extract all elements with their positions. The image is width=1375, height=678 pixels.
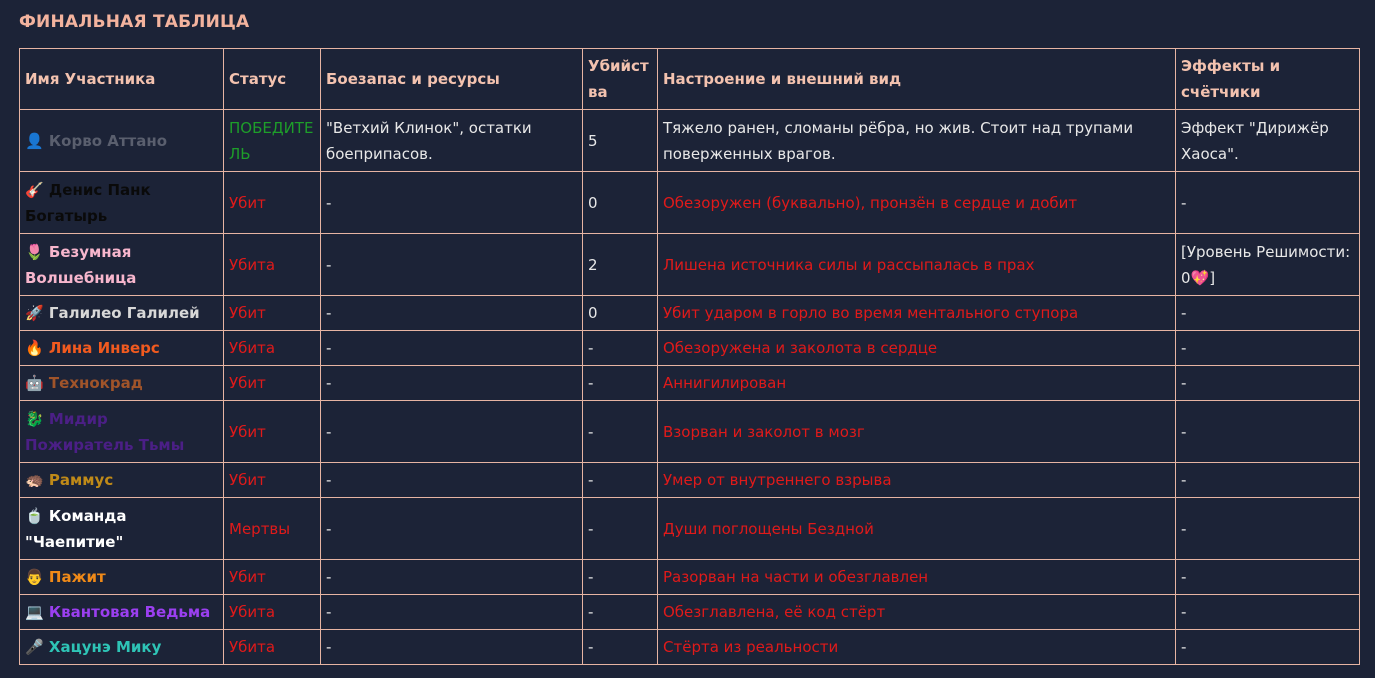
participant-name-cell [20, 366, 224, 401]
effects-cell: Эффект "Дирижёр Хаоса". [1176, 110, 1360, 172]
participant-name-cell [20, 234, 224, 296]
effects-cell: - [1176, 560, 1360, 595]
kills-cell: 0 [583, 172, 658, 234]
ammo-cell: - [321, 296, 583, 331]
mood-cell: Тяжело ранен, сломаны рёбра, но жив. Стоит над трупами поверженных врагов. [658, 110, 1176, 172]
header-name: Имя Участника [20, 49, 224, 110]
participant-name-cell [20, 560, 224, 595]
header-effects: Эффекты и счётчики [1176, 49, 1360, 110]
status-cell: Убит [224, 463, 321, 498]
table-row [20, 595, 1360, 630]
ammo-cell: - [321, 401, 583, 463]
kills-cell: 2 [583, 234, 658, 296]
mood-cell: Души поглощены Бездной [658, 498, 1176, 560]
kills-cell: - [583, 331, 658, 366]
participant-name-cell [20, 331, 224, 366]
participant-emoji-icon: 🔥 [25, 339, 44, 357]
kills-cell: 5 [583, 110, 658, 172]
participant-name-cell [20, 498, 224, 560]
participant-name: Мидир Пожиратель Тьмы [25, 409, 185, 454]
participant-emoji-icon: 🌷 [25, 242, 44, 261]
participant-emoji-icon: 🐉 [25, 409, 44, 428]
effects-cell: - [1176, 463, 1360, 498]
header-row [20, 49, 1360, 110]
ammo-cell: - [321, 498, 583, 560]
ammo-cell: - [321, 595, 583, 630]
kills-cell: - [583, 595, 658, 630]
status-cell: Убит [224, 366, 321, 401]
header-mood: Настроение и внешний вид [658, 49, 1176, 110]
participant-emoji-icon: 🎤 [25, 638, 44, 656]
mood-cell: Стёрта из реальности [658, 630, 1176, 665]
participant-name-cell [20, 595, 224, 630]
status-cell: Убит [224, 172, 321, 234]
participant-name: Технокрад [48, 374, 143, 392]
mood-cell: Умер от внутреннего взрыва [658, 463, 1176, 498]
participant-name-cell [20, 172, 224, 234]
mood-cell: Лишена источника силы и рассыпалась в прах [658, 234, 1176, 296]
effects-cell: - [1176, 296, 1360, 331]
participant-name: Квантовая Ведьма [48, 603, 211, 621]
participant-emoji-icon: 👤 [25, 131, 44, 150]
kills-cell: 0 [583, 296, 658, 331]
participant-name: Галилео Галилей [48, 304, 200, 322]
status-cell: Убит [224, 401, 321, 463]
participant-name: Корво Аттано [48, 131, 168, 150]
participant-emoji-icon: 🍵 [25, 506, 44, 525]
participant-emoji-icon: 🎸 [25, 180, 44, 199]
table-row [20, 630, 1360, 665]
effects-cell: - [1176, 366, 1360, 401]
kills-cell: - [583, 630, 658, 665]
ammo-cell: - [321, 331, 583, 366]
status-cell: ПОБЕДИТЕЛЬ [224, 110, 321, 172]
participant-emoji-icon: 🚀 [25, 304, 44, 322]
mood-cell: Убит ударом в горло во время ментального ступора [658, 296, 1176, 331]
table-row [20, 172, 1360, 234]
ammo-cell: - [321, 172, 583, 234]
ammo-cell: - [321, 463, 583, 498]
table-row [20, 331, 1360, 366]
status-cell: Убит [224, 560, 321, 595]
effects-cell: - [1176, 401, 1360, 463]
table-row [20, 498, 1360, 560]
participant-emoji-icon: 🤖 [25, 374, 44, 392]
effects-cell: [Уровень Решимости: 0💖] [1176, 234, 1360, 296]
table-row [20, 560, 1360, 595]
participant-emoji-icon: 👨 [25, 568, 44, 586]
participant-name-cell [20, 401, 224, 463]
table-row [20, 110, 1360, 172]
effects-cell: - [1176, 172, 1360, 234]
header-ammo: Боезапас и ресурсы [321, 49, 583, 110]
table-row [20, 463, 1360, 498]
header-kills: Убийства [583, 49, 658, 110]
page-title: ФИНАЛЬНАЯ ТАБЛИЦА [19, 12, 250, 32]
participant-name: Пажит [48, 568, 106, 586]
table-row [20, 401, 1360, 463]
participant-emoji-icon: 🦔 [25, 471, 44, 489]
status-cell: Убит [224, 296, 321, 331]
mood-cell: Обезоружена и заколота в сердце [658, 331, 1176, 366]
table-row [20, 234, 1360, 296]
participant-name: Хацунэ Мику [48, 638, 162, 656]
mood-cell: Обезоружен (буквально), пронзён в сердце и добит [658, 172, 1176, 234]
mood-cell: Обезглавлена, её код стёрт [658, 595, 1176, 630]
kills-cell: - [583, 366, 658, 401]
status-cell: Убита [224, 595, 321, 630]
effects-cell: - [1176, 595, 1360, 630]
participant-name-cell [20, 110, 224, 172]
mood-cell: Разорван на части и обезглавлен [658, 560, 1176, 595]
participant-emoji-icon: 💻 [25, 603, 44, 621]
participant-name: Лина Инверс [48, 339, 160, 357]
kills-cell: - [583, 560, 658, 595]
participant-name-cell [20, 296, 224, 331]
participant-name: Денис Панк Богатырь [25, 180, 151, 225]
ammo-cell: - [321, 234, 583, 296]
participant-name: Команда "Чаепитие" [25, 506, 127, 551]
table-row [20, 366, 1360, 401]
effects-cell: - [1176, 630, 1360, 665]
ammo-cell: "Ветхий Клинок", остатки боеприпасов. [321, 110, 583, 172]
mood-cell: Взорван и заколот в мозг [658, 401, 1176, 463]
ammo-cell: - [321, 630, 583, 665]
table-row [20, 296, 1360, 331]
header-status: Статус [224, 49, 321, 110]
ammo-cell: - [321, 366, 583, 401]
effects-cell: - [1176, 331, 1360, 366]
kills-cell: - [583, 401, 658, 463]
status-cell: Убита [224, 234, 321, 296]
status-cell: Убита [224, 630, 321, 665]
effects-cell: - [1176, 498, 1360, 560]
participant-name-cell [20, 463, 224, 498]
participant-name: Безумная Волшебница [25, 242, 137, 287]
status-cell: Мертвы [224, 498, 321, 560]
participant-name-cell [20, 630, 224, 665]
ammo-cell: - [321, 560, 583, 595]
mood-cell: Аннигилирован [658, 366, 1176, 401]
kills-cell: - [583, 498, 658, 560]
participant-name: Раммус [48, 471, 114, 489]
final-table [19, 48, 1360, 665]
status-cell: Убита [224, 331, 321, 366]
kills-cell: - [583, 463, 658, 498]
